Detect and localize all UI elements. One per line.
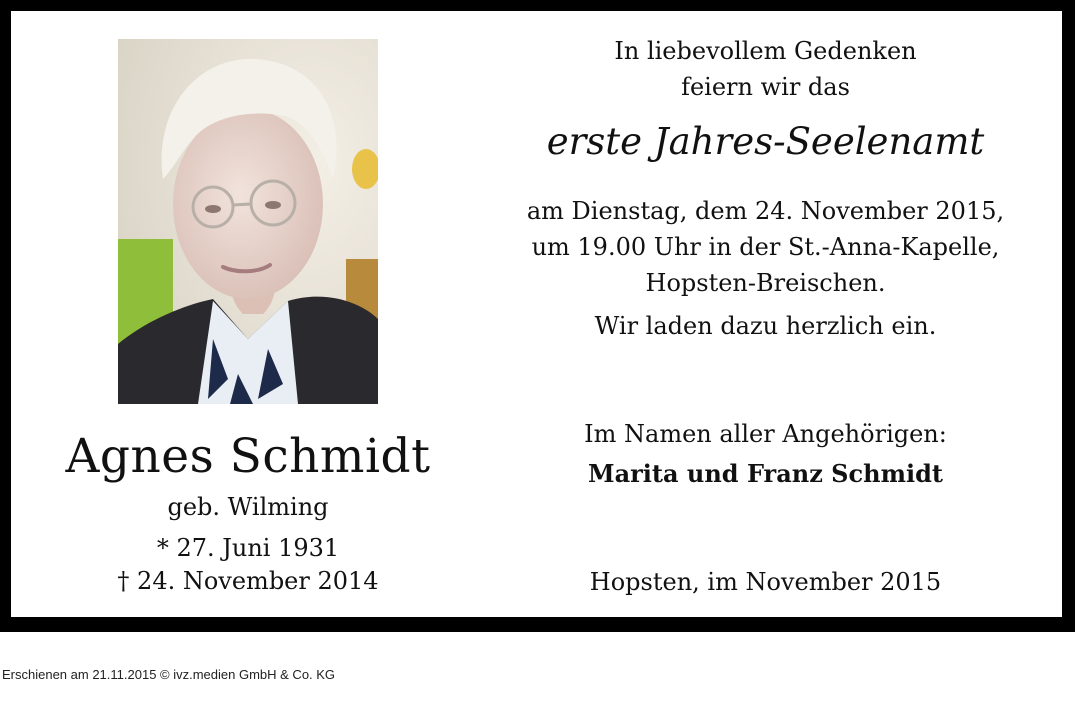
intro-line-2: feiern wir das bbox=[681, 73, 850, 101]
death-date: † 24. November 2014 bbox=[117, 567, 379, 595]
time-location-line: um 19.00 Uhr in der St.-Anna-Kapelle, bbox=[531, 233, 1000, 261]
memorial-notice bbox=[11, 11, 1062, 617]
place-date-line: Hopsten, im November 2015 bbox=[589, 568, 942, 596]
birth-date: * 27. Juni 1931 bbox=[156, 534, 340, 562]
mass-title: erste Jahres-Seelenamt bbox=[546, 120, 985, 163]
invitation-line: Wir laden dazu herzlich ein. bbox=[594, 312, 937, 340]
on-behalf-line: Im Namen aller Angehörigen: bbox=[584, 420, 947, 448]
intro-line-1: In liebevollem Gedenken bbox=[614, 37, 917, 65]
place-line: Hopsten-Breischen. bbox=[645, 269, 886, 297]
deceased-name: Agnes Schmidt bbox=[65, 429, 431, 484]
date-line: am Dienstag, dem 24. November 2015, bbox=[526, 197, 1005, 225]
family-names: Marita und Franz Schmidt bbox=[588, 459, 943, 488]
birth-name: geb. Wilming bbox=[167, 493, 329, 521]
publication-footer: Erschienen am 21.11.2015 © ivz.medien GmbH & Co. KG bbox=[2, 667, 336, 682]
portrait-photo bbox=[118, 39, 378, 404]
